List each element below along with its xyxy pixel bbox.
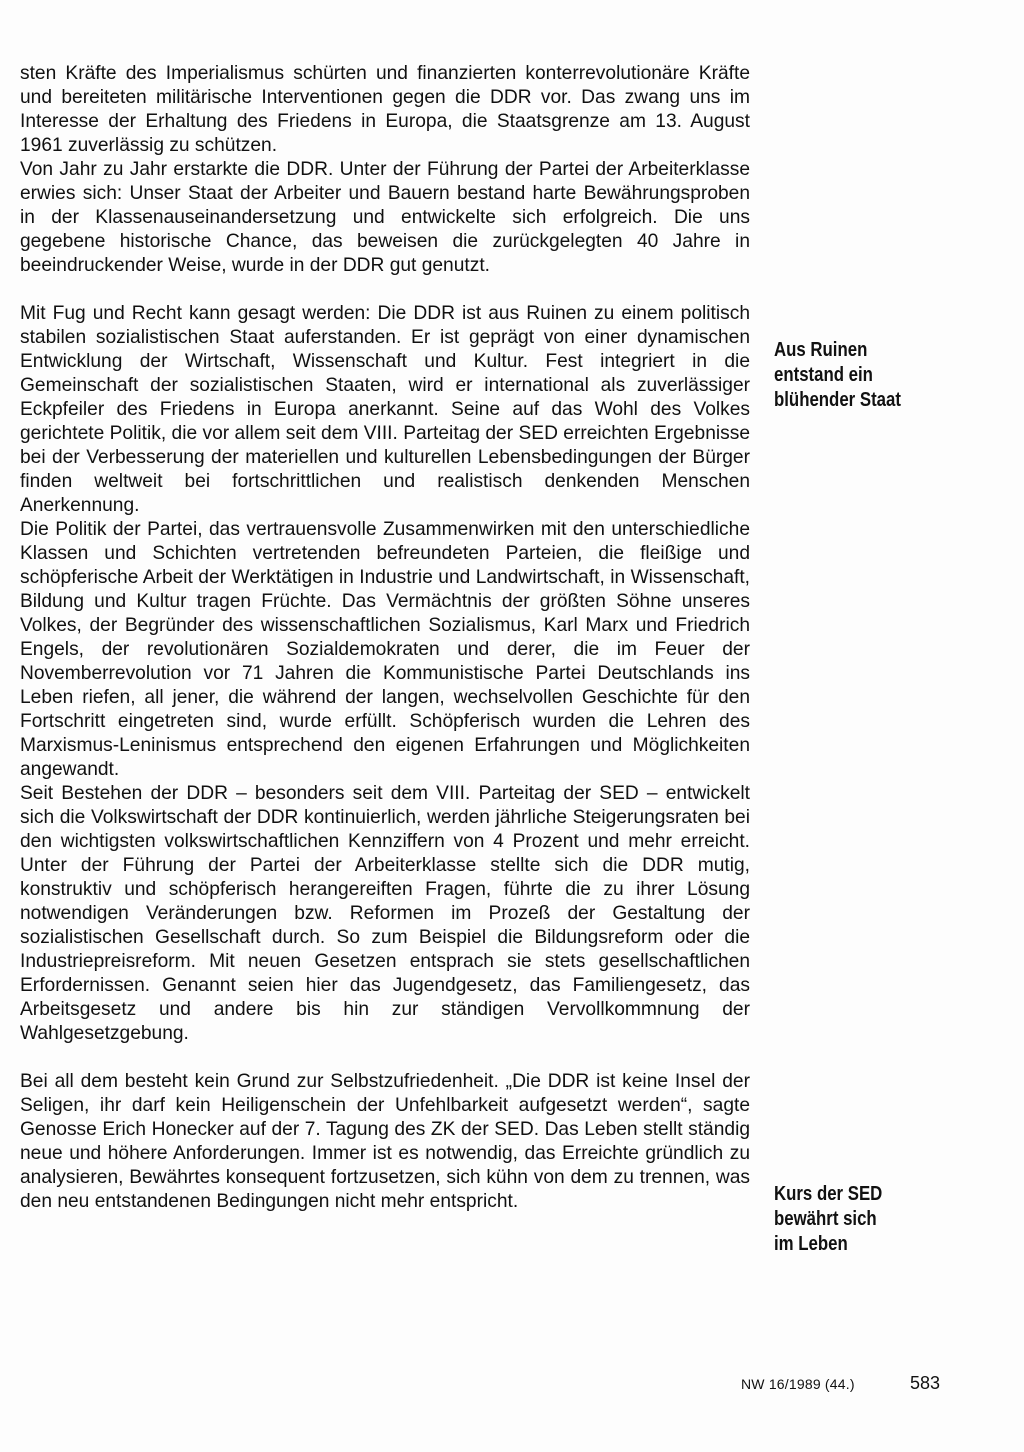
paragraph-spacer [20,278,750,302]
margin-heading [774,338,925,413]
paragraph-spacer [20,1046,750,1070]
paragraph: Bei all dem besteht kein Grund zur Selbstzufriedenheit. „Die DDR ist keine Insel der Seligen, ihr darf kein Heiligenschein der Unfehlbarkeit aufgesetzt werden“, sagte Genosse Erich Honecker auf der 7. Tagung des ZK der SED. Das Leben stellt ständig neue und höhere Anforderungen. Immer ist es notwendig, das Erreichte gründlich zu analysieren, Bewährtes konsequent fortzusetzen, sich kühn von dem zu trennen, was den neu entstandenen Bedingungen nicht mehr entspricht. [20,1071,750,1212]
margin-heading [774,1182,925,1257]
paragraph: Von Jahr zu Jahr erstarkte die DDR. Unter der Führung der Partei der Arbeiterklasse erwies sich: Unser Staat der Arbeiter und Bauern bestand harte Bewährungsproben in der Klassenauseinandersetzung und entwickelte sich erfolgreich. Die uns gegebene historische Chance, das beweisen die zurückgelegten 40 Jahre in beeindruckender Weise, wurde in der DDR gut genutzt. [20,159,750,276]
footer-source: NW 16/1989 (44.) [741,1376,855,1392]
paragraph: Die Politik der Partei, das vertrauensvolle Zusammenwirken mit den unterschiedliche Klassen und Schichten vertretenden befreundeten Parteien, die fleißige und schöpferische Arbeit der Werktätigen in Industrie und Landwirtschaft, in Wissenschaft, Bildung und Kultur tragen Früchte. Das Vermächtnis der größten Söhne unseres Volkes, der Begründer des wissenschaftlichen Sozialismus, Karl Marx und Friedrich Engels, der revolutionären Sozialdemokraten und derer, die im Feuer der Novemberrevolution vor 71 Jahren die Kommunistische Partei Deutschlands ins Leben riefen, all jener, die während der langen, wechselvollen Geschichte für den Fortschritt eingetreten sind, wurde erfüllt. Schöpferisch wurden die Lehren des Marxismus-Leninismus entsprechend den eigenen Erfahrungen und Möglichkeiten angewandt. [20,519,750,780]
margin-heading-text: Aus Ruinen entstand ein blühender Staat [774,339,901,411]
paragraph: Mit Fug und Recht kann gesagt werden: Die DDR ist aus Ruinen zu einem politisch stabilen sozialistischen Staat auferstanden. Er ist geprägt von einer dynamischen Entwicklung der Wirtschaft, Wissenschaft und Kultur. Fest integriert in die Gemeinschaft der sozialistischen Staaten, wird er international als zuverlässiger Eckpfeiler des Friedens in Europa anerkannt. Seine auf das Wohl des Volkes gerichtete Politik, die vor allem seit dem VIII. Parteitag der SED erreichten Ergebnisse bei der Verbesserung der materiellen und kulturellen Lebensbedingungen der Bürger finden weltweit bei fortschrittlichen und realistisch denkenden Menschen Anerkennung. [20,303,750,516]
margin-heading-text: Kurs der SED bewährt sich im Leben [774,1183,883,1255]
paragraph: sten Kräfte des Imperialismus schürten und finanzierten konterrevolutionäre Kräfte und bereiteten militärische Interventionen gegen die DDR vor. Das zwang uns im Interesse der Erhaltung des Friedens in Europa, die Staatsgrenze am 13. August 1961 zuverlässig zu schützen. [20,63,750,156]
page-number: 583 [910,1373,941,1393]
main-text-column [20,62,750,1214]
paragraph: Seit Bestehen der DDR – besonders seit dem VIII. Parteitag der SED – entwickelt sich die Volkswirtschaft der DDR kontinuierlich, werden jährliche Steigerungsraten bei den wichtigsten volkswirtschaftlichen Kennziffern von 4 Prozent und mehr erreicht. Unter der Führung der Partei der Arbeiterklasse stellte sich die DDR mutig, konstruktiv und schöpferisch herangereiften Fragen, führte die zu ihrer Lösung notwendigen Veränderungen bzw. Reformen im Prozeß der Gestaltung der sozialistischen Gesellschaft durch. So zum Beispiel die Bildungsreform oder die Industriepreisreform. Mit neuen Gesetzen entsprach sie stets gesellschaftlichen Erfordernissen. Genannt seien hier das Jugendgesetz, das Familiengesetz, das Arbeitsgesetz und andere bis hin zur ständigen Vervollkommnung der Wahlgesetzgebung. [20,783,750,1044]
